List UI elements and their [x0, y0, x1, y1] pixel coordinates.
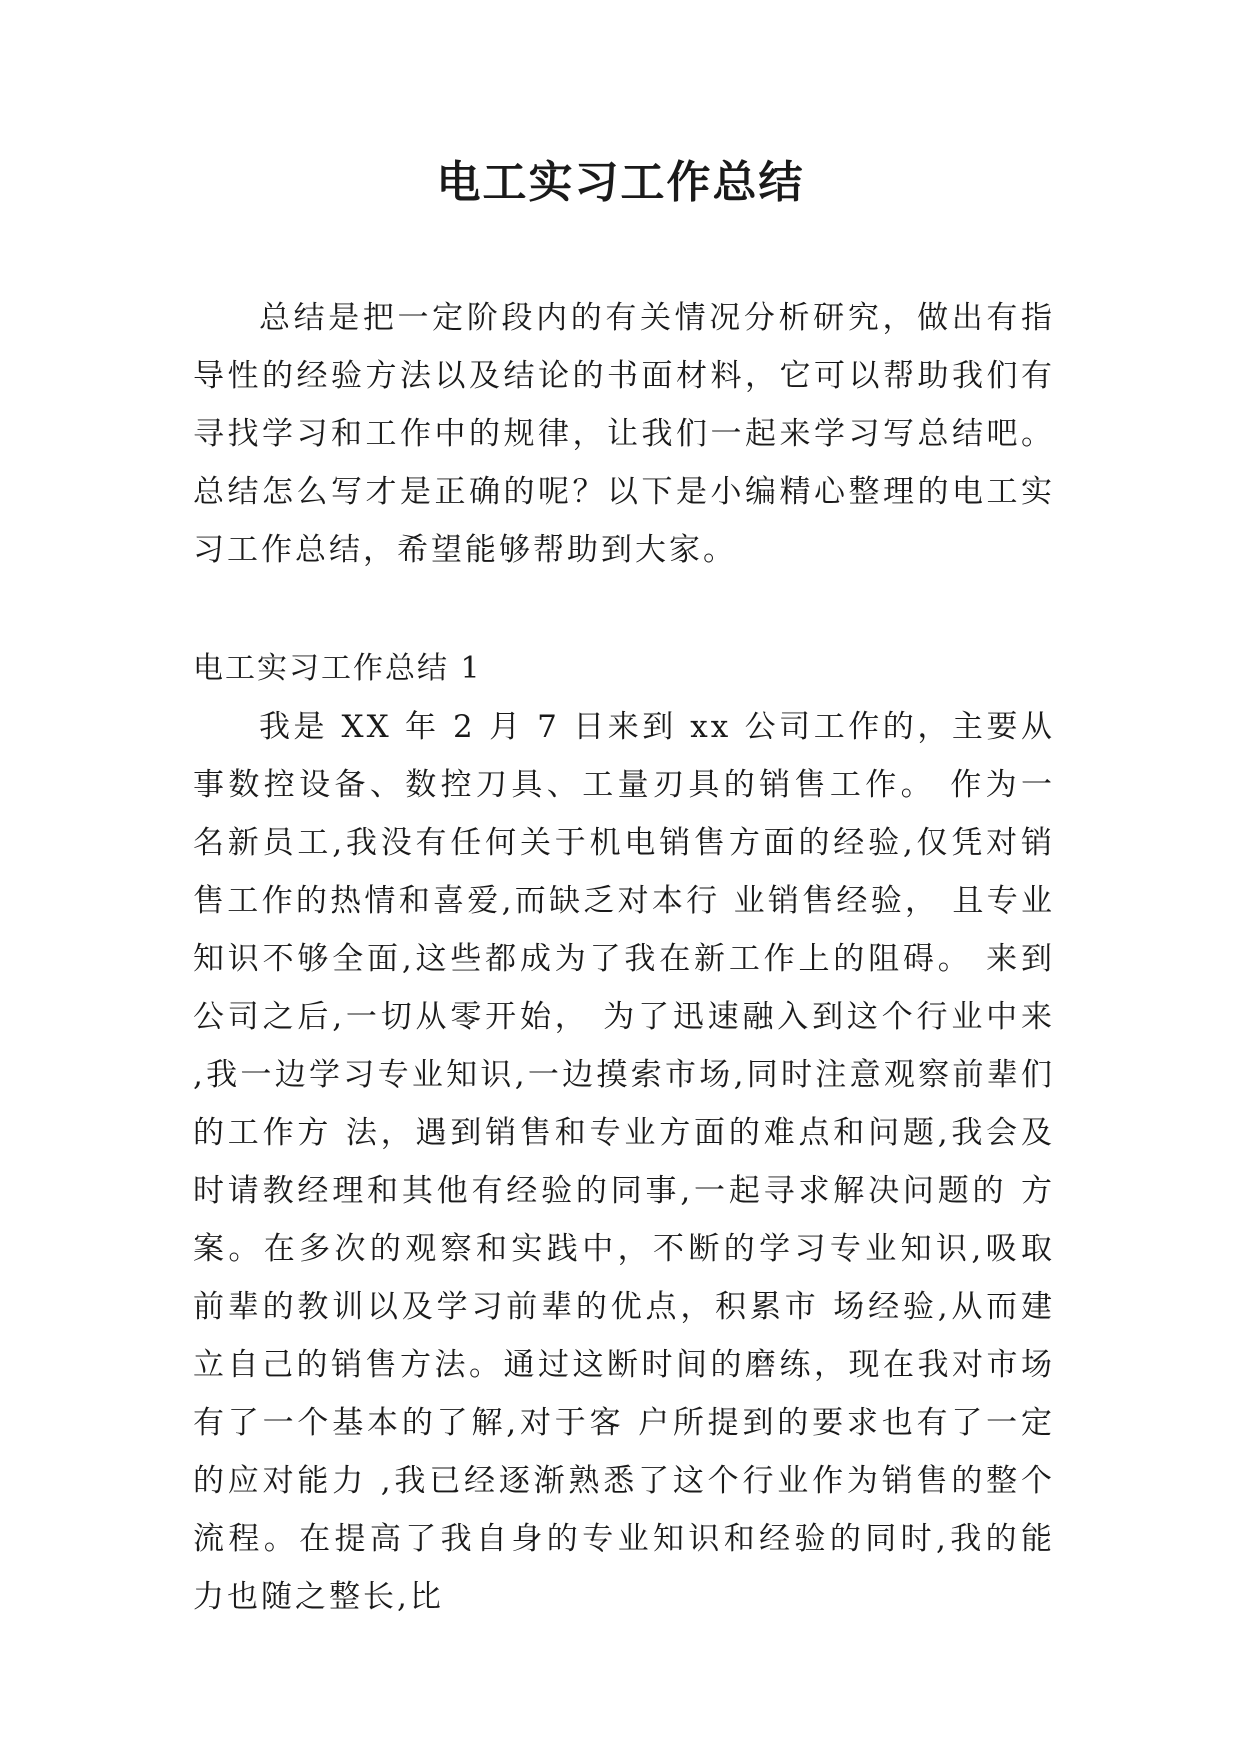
intro-paragraph: 总结是把一定阶段内的有关情况分析研究，做出有指导性的经验方法以及结论的书面材料，它可以帮助我们有寻找学习和工作中的规律，让我们一起来学习写总结吧。总结怎么写才是正确的呢？以下是小编精心整理的电工实习工作总结，希望能够帮助到大家。	[193, 300, 1055, 568]
section-heading: 电工实习工作总结 1	[193, 651, 482, 686]
section-paragraph: 我是 XX 年 2 月 7 日来到 xx 公司工作的，主要从事数控设备、数控刀具、工量刃具的销售工作。 作为一名新员工,我没有任何关于机电销售方面的经验,仅凭对销售工作的热情和喜爱,而缺乏对本行 业销售经验， 且专业知识不够全面,这些都成为了我在新工作上的阻碍。 来到公司之后,一切从零开始， 为了迅速融入到这个行业中来 ,我一边学习专业知识,一边摸索市场,同时注意观察前辈们的工作方 法，遇到销售和专业方面的难点和问题,我会及时请教经理和其他有经验的同事,一起寻求解决问题的 方案。在多次的观察和实践中，不断的学习专业知识,吸取前辈的教训以及学习前辈的优点，积累市 场经验,从而建立自己的销售方法。通过这断时间的磨练，现在我对市场有了一个基本的了解,对于客 户所提到的要求也有了一定的应对能力 ,我已经逐渐熟悉了这个行业作为销售的整个流程。在提高了我自身的专业知识和经验的同时,我的能力也随之整长,比	[193, 709, 1055, 1615]
document-title: 电工实习工作总结	[436, 157, 805, 208]
